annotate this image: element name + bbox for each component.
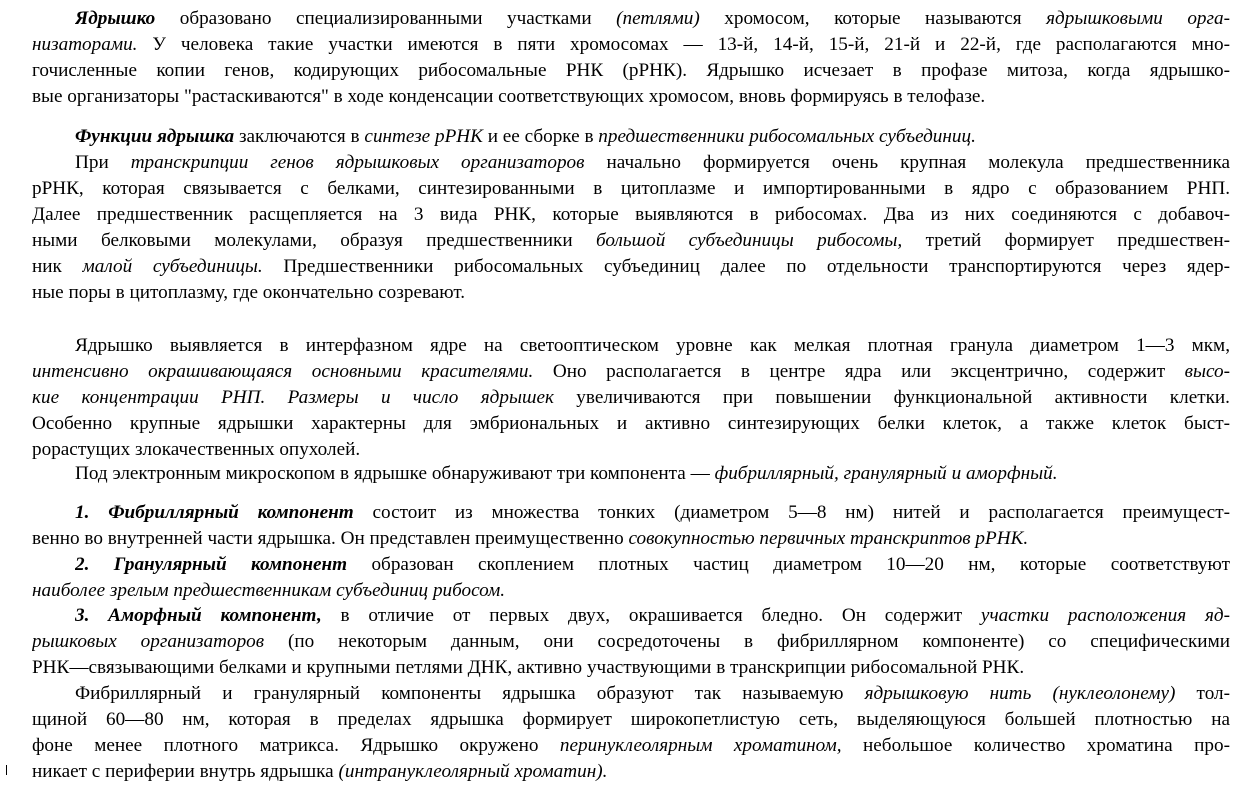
text-cursor (6, 765, 7, 775)
text-run: ядрышковую нить (нуклеолонему) (864, 683, 1176, 704)
text-run: третий формирует предшествен- (902, 230, 1230, 251)
text-line (32, 32, 1230, 58)
text-line (32, 84, 1230, 110)
text-run: При (75, 152, 131, 173)
text-run: (петлями) (616, 8, 700, 29)
text-run: рРНК, которая связывается с белками, синтезированными в цитоплазме и импортированными в ядро с образованием РНП. (32, 178, 1230, 199)
text-run: Под электронным микроскопом в ядрышке обнаруживают три компонента — (75, 463, 715, 484)
text-line (32, 707, 1230, 733)
text-run: рышковых организаторов (32, 631, 265, 652)
text-run: никает с периферии внутрь ядрышка (32, 761, 339, 782)
text-run: тол- (1175, 683, 1230, 704)
text-run: ник (32, 256, 83, 277)
text-run: и ее сборке в (482, 126, 599, 147)
text-run: транскрипции генов ядрышковых организаторов (130, 152, 585, 173)
text-run: предшественники рибосомальных субъединиц. (598, 126, 976, 147)
text-line (32, 526, 1230, 552)
text-run: венно во внутренней части ядрышка. Он представлен преимущественно (32, 528, 629, 549)
text-run: совокупностью первичных транскриптов рРНК. (628, 528, 1029, 549)
text-line (32, 437, 1230, 463)
text-run: Ядрышко выявляется в интерфазном ядре на светооптическом уровне как мелкая плотная гранула диаметром 1—3 мкм, (75, 335, 1230, 356)
text-line (32, 280, 1230, 306)
text-run: Фибриллярный и гранулярный компоненты ядрышка образуют так называемую (75, 683, 865, 704)
text-line (75, 500, 1230, 526)
text-line (75, 124, 1230, 150)
text-run: Предшественники рибосомальных субъединиц далее по отдельности транспортируются через ядер- (262, 256, 1230, 277)
text-run: гочисленные копии генов, кодирующих рибосомальные РНК (рРНК). Ядрышко исчезает в профазе митоза, когда ядрышко- (32, 60, 1230, 81)
text-run: небольшое количество хроматина про- (841, 735, 1230, 756)
text-run: увеличиваются при повышении функциональной активности клетки. (553, 387, 1230, 408)
text-line (75, 6, 1230, 32)
text-run: вые организаторы "растаскиваются" в ходе конденсации соответствующих хромосом, вновь формируясь в телофазе. (32, 86, 986, 107)
text-run: кие концентрации РНП. Размеры и число ядрышек (32, 387, 554, 408)
text-run: перинуклеолярным хроматином, (559, 735, 842, 756)
text-line (75, 333, 1230, 359)
text-run: рорастущих злокачественных опухолей. (32, 439, 361, 460)
text-line (32, 759, 1230, 785)
text-line (32, 202, 1230, 228)
text-run: 1. Фибриллярный компонент (75, 502, 354, 523)
text-run: участки расположения яд- (980, 605, 1230, 626)
text-run: в отличие от первых двух, окрашивается бледно. Он содержит (321, 605, 981, 626)
text-line (32, 655, 1230, 681)
text-line (32, 359, 1230, 385)
text-run: Особенно крупные ядрышки характерны для эмбриональных и активно синтезирующих белки клеток, а также клеток быст- (32, 413, 1230, 434)
text-line (32, 629, 1230, 655)
text-line (32, 733, 1230, 759)
text-run: ными белковыми молекулами, образуя предшественники (32, 230, 596, 251)
text-line (75, 603, 1230, 629)
text-run: (интрануклеолярный хроматин). (338, 761, 608, 782)
text-run: низаторами. (32, 34, 138, 55)
text-run: большой субъединицы рибосомы, (596, 230, 903, 251)
text-run: РНК—связывающими белками и крупными петлями ДНК, активно участвующими в транскрипции рибосомальной РНК. (32, 657, 1025, 678)
text-line (32, 411, 1230, 437)
text-run: 2. Гранулярный компонент (75, 554, 348, 575)
text-run: малой субъединицы. (82, 256, 263, 277)
text-run: образован скоплением плотных частиц диаметром 10—20 нм, которые соответствуют (347, 554, 1230, 575)
text-run: 3. Аморфный компонент, (75, 605, 322, 626)
text-run: фоне менее плотного матрикса. Ядрышко окружено (32, 735, 560, 756)
text-line (32, 254, 1230, 280)
text-line (75, 552, 1230, 578)
text-run: Далее предшественник расщепляется на 3 вида РНК, которые выявляются в рибосомах. Два из них соединяются с добавоч- (32, 204, 1230, 225)
text-run: Оно располагается в центре ядра или эксцентрично, содержит (533, 361, 1185, 382)
text-line (75, 681, 1230, 707)
text-line (32, 58, 1230, 84)
text-line (75, 150, 1230, 176)
text-line (75, 461, 1230, 487)
text-run: хромосом, которые называются (699, 8, 1047, 29)
text-run: Ядрышко (75, 8, 156, 29)
text-run: Функции ядрышка (75, 126, 235, 147)
text-run: ные поры в цитоплазму, где окончательно созревают. (32, 282, 466, 303)
text-run: начально формируется очень крупная молекула предшественника (584, 152, 1230, 173)
text-run: фибриллярный, гранулярный и аморфный. (714, 463, 1058, 484)
text-run: наиболее зрелым предшественникам субъединиц рибосом. (32, 580, 506, 601)
text-run: ядрышковыми орга- (1046, 8, 1230, 29)
text-line (32, 385, 1230, 411)
text-run: образовано специализированными участками (155, 8, 617, 29)
text-run: У человека такие участки имеются в пяти хромосомах — 13-й, 14-й, 15-й, 21-й и 22-й, где располагаются мно- (137, 34, 1230, 55)
text-run: состоит из множества тонких (диаметром 5—8 нм) нитей и располагается преимущест- (353, 502, 1230, 523)
text-run: заключаются в (234, 126, 365, 147)
text-line (32, 578, 1230, 604)
text-run: (по некоторым данным, они сосредоточены в фибриллярном компоненте) со специфическими (264, 631, 1230, 652)
text-run: высо- (1184, 361, 1230, 382)
text-line (32, 228, 1230, 254)
text-run: синтезе рРНК (364, 126, 483, 147)
text-run: щиной 60—80 нм, которая в пределах ядрышка формирует широкопетлистую сеть, выделяющуюся большей плотностью на (32, 709, 1230, 730)
text-run: интенсивно окрашивающаяся основными красителями. (32, 361, 534, 382)
text-line (32, 176, 1230, 202)
